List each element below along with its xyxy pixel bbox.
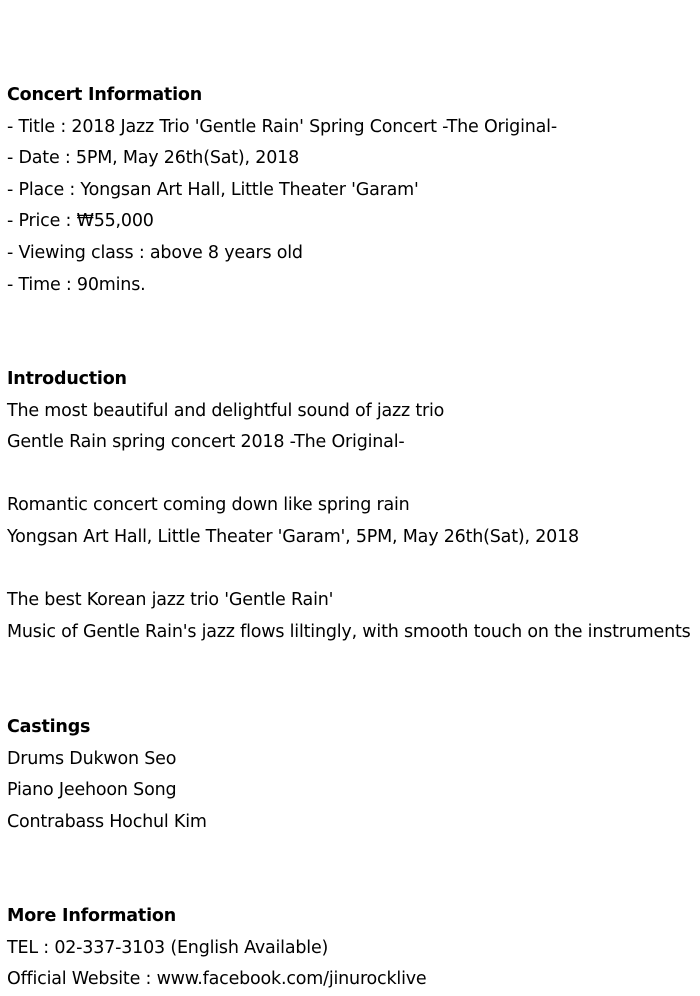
concert-time-item: - Time : 90mins. — [7, 274, 146, 295]
introduction-line: Romantic concert coming down like spring rain — [7, 495, 410, 516]
casting-contrabass: Contrabass Hochul Kim — [7, 811, 207, 832]
paragraph-gap — [7, 459, 697, 491]
castings-heading: Castings — [7, 717, 91, 737]
introduction-line: Yongsan Art Hall, Little Theater 'Garam', 5PM, May 26th(Sat), 2018 — [7, 526, 579, 547]
concert-information-heading: Concert Information — [7, 85, 202, 105]
introduction-line: The most beautiful and delightful sound of jazz trio — [7, 400, 445, 421]
concert-date-item: - Date : 5PM, May 26th(Sat), 2018 — [7, 148, 300, 169]
casting-drums: Drums Dukwon Seo — [7, 748, 177, 769]
concert-viewing-class-item: - Viewing class : above 8 years old — [7, 242, 303, 263]
concert-information-section — [7, 80, 697, 301]
paragraph-gap — [7, 554, 697, 586]
castings-section — [7, 712, 697, 838]
telephone-info: TEL : 02-337-3103 (English Available) — [7, 937, 329, 958]
introduction-line: The best Korean jazz trio 'Gentle Rain' — [7, 590, 334, 611]
introduction-heading: Introduction — [7, 369, 127, 389]
more-information-section — [7, 901, 697, 996]
concert-title-item: - Title : 2018 Jazz Trio 'Gentle Rain' Spring Concert -The Original- — [7, 116, 557, 137]
introduction-section — [7, 364, 697, 648]
concert-place-item: - Place : Yongsan Art Hall, Little Theater 'Garam' — [7, 179, 419, 200]
more-information-heading: More Information — [7, 906, 176, 926]
introduction-line: Gentle Rain spring concert 2018 -The Original- — [7, 432, 405, 453]
official-website-info: Official Website : www.facebook.com/jinurocklive — [7, 969, 427, 990]
casting-piano: Piano Jeehoon Song — [7, 780, 177, 801]
introduction-line: Music of Gentle Rain's jazz flows liltingly, with smooth touch on the instruments — [7, 621, 691, 642]
concert-price-item: - Price : ₩55,000 — [7, 211, 154, 232]
